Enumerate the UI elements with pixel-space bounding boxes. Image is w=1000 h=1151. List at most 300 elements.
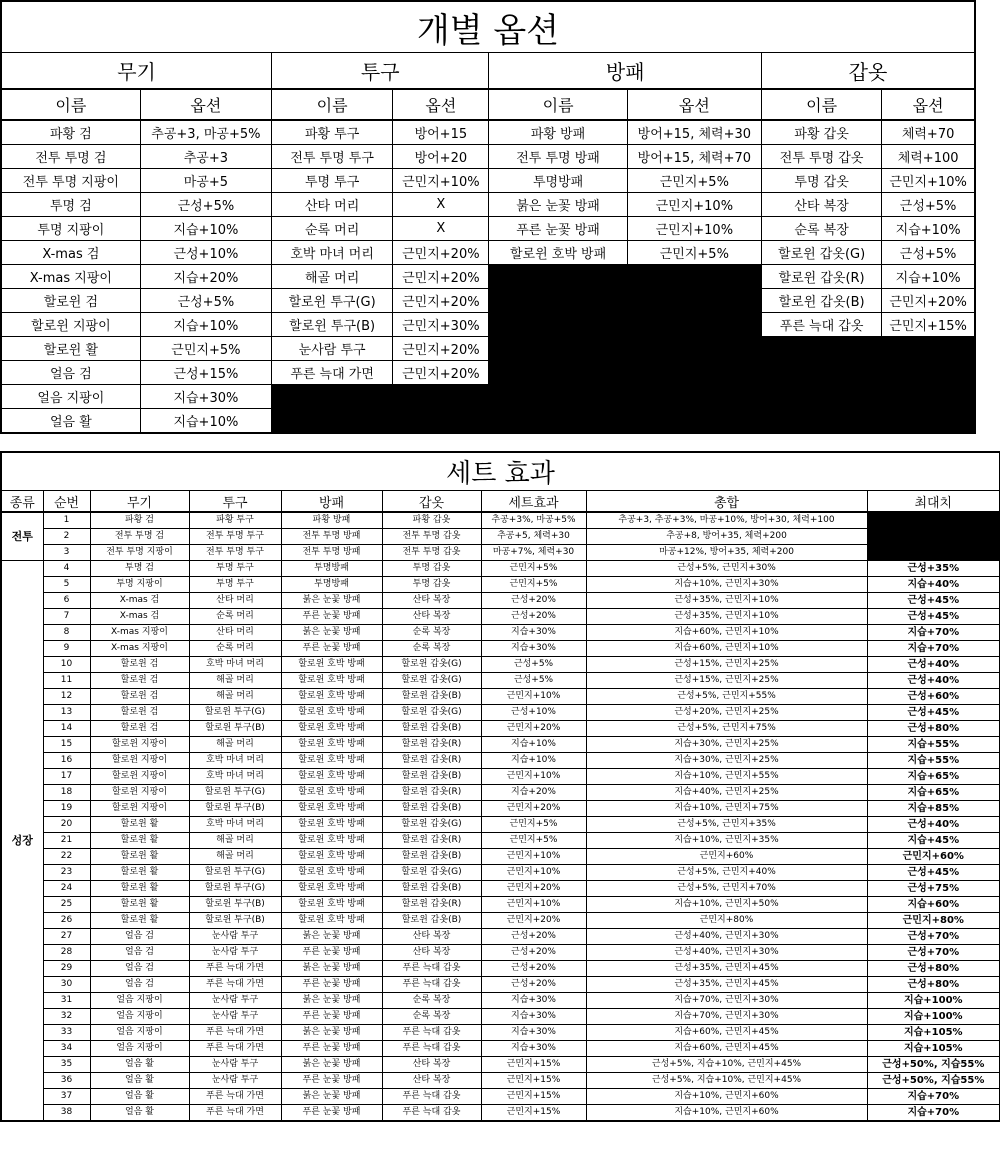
shield-cell: 할로윈 호박 방패 <box>281 689 382 705</box>
set-row-growth <box>1 977 1000 993</box>
shield-name-cell: 붉은 눈꽃 방패 <box>489 193 627 217</box>
number-cell: 34 <box>43 1041 90 1057</box>
weapon-cell: X-mas 검 <box>90 609 189 625</box>
empty-cell <box>489 385 627 409</box>
total-cell: 근성+40%, 근민지+30% <box>586 929 867 945</box>
weapon-cell: X-mas 지팡이 <box>90 641 189 657</box>
weapon-option-cell: 근성+10% <box>140 241 271 265</box>
helmet-cell: 푸른 늑대 가면 <box>189 1089 281 1105</box>
total-cell: 근성+5%, 근민지+40% <box>586 865 867 881</box>
weapon-option-cell: 지습+10% <box>140 409 271 434</box>
set-effect-cell: 근민지+20% <box>481 721 586 737</box>
weapon-name-cell: 할로윈 활 <box>1 337 140 361</box>
shield-name-cell: 투명방패 <box>489 169 627 193</box>
empty-cell <box>882 337 975 361</box>
helmet-cell: 할로윈 투구(B) <box>189 897 281 913</box>
helmet-cell: 해골 머리 <box>189 689 281 705</box>
total-cell: 마공+12%, 방어+35, 체력+200 <box>586 545 867 561</box>
set-row-growth <box>1 625 1000 641</box>
max-cell: 지습+100% <box>867 1009 1000 1025</box>
option-row <box>1 289 975 313</box>
shield-cell: 붉은 눈꽃 방패 <box>281 625 382 641</box>
armor-name-cell: 할로윈 갑옷(R) <box>761 265 881 289</box>
shield-cell: 푸른 눈꽃 방패 <box>281 1105 382 1122</box>
number-cell: 37 <box>43 1089 90 1105</box>
helmet-cell: 눈사람 투구 <box>189 1009 281 1025</box>
weapon-cell: X-mas 지팡이 <box>90 625 189 641</box>
option-row <box>1 169 975 193</box>
armor-cell: 산타 복장 <box>382 593 481 609</box>
max-cell: 근성+45% <box>867 593 1000 609</box>
weapon-option-cell: 지습+20% <box>140 265 271 289</box>
set-row-growth <box>1 689 1000 705</box>
option-row <box>1 145 975 169</box>
set-effect-cell: 지습+30% <box>481 1009 586 1025</box>
armor-cell: 산타 복장 <box>382 1073 481 1089</box>
set-row-growth <box>1 945 1000 961</box>
max-cell: 근성+40% <box>867 673 1000 689</box>
empty-cell <box>882 385 975 409</box>
number-cell: 8 <box>43 625 90 641</box>
set-row-growth <box>1 817 1000 833</box>
weapon-cell: 할로윈 검 <box>90 721 189 737</box>
shield-option-cell: 근민지+5% <box>627 169 761 193</box>
helmet-option-cell: 방어+15 <box>393 120 489 145</box>
max-cell: 근성+45% <box>867 865 1000 881</box>
set-effect-cell: 근민지+20% <box>481 913 586 929</box>
armor-cell: 할로윈 갑옷(R) <box>382 833 481 849</box>
weapon-cell: 할로윈 검 <box>90 657 189 673</box>
weapon-option-cell: 근민지+5% <box>140 337 271 361</box>
total-cell: 근성+5%, 근민지+75% <box>586 721 867 737</box>
set-effect-cell: 근민지+10% <box>481 897 586 913</box>
helmet-name-cell: 순록 머리 <box>272 217 393 241</box>
max-cell: 근민지+80% <box>867 913 1000 929</box>
number-cell: 17 <box>43 769 90 785</box>
shield-name-cell: 파황 방패 <box>489 120 627 145</box>
weapon-cell: 얼음 지팡이 <box>90 1025 189 1041</box>
number-cell: 28 <box>43 945 90 961</box>
number-cell: 2 <box>43 529 90 545</box>
helmet-cell: 투명 투구 <box>189 577 281 593</box>
set-effect-cell: 지습+10% <box>481 737 586 753</box>
shield-cell: 푸른 눈꽃 방패 <box>281 977 382 993</box>
set-effect-cell: 지습+30% <box>481 1025 586 1041</box>
armor-cell: 할로윈 갑옷(G) <box>382 673 481 689</box>
number-cell: 22 <box>43 849 90 865</box>
set-row-growth <box>1 785 1000 801</box>
shield-cell: 할로윈 호박 방패 <box>281 865 382 881</box>
header-weapon: 무기 <box>90 491 189 513</box>
empty-cell <box>882 409 975 434</box>
empty-cell <box>627 289 761 313</box>
helmet-option-cell: 근민지+20% <box>393 265 489 289</box>
number-cell: 21 <box>43 833 90 849</box>
armor-cell: 전투 투명 갑옷 <box>382 529 481 545</box>
total-cell: 지습+60%, 근민지+45% <box>586 1041 867 1057</box>
armor-option-cell: 근민지+20% <box>882 289 975 313</box>
weapon-name-cell: 할로윈 지팡이 <box>1 313 140 337</box>
set-row-growth <box>1 913 1000 929</box>
armor-cell: 할로윈 갑옷(R) <box>382 753 481 769</box>
set-effect-cell: 근민지+15% <box>481 1105 586 1122</box>
max-cell: 근성+40% <box>867 657 1000 673</box>
armor-option-cell: 지습+10% <box>882 217 975 241</box>
weapon-cell: 얼음 검 <box>90 977 189 993</box>
header-option: 옵션 <box>882 89 975 120</box>
set-row-growth <box>1 1089 1000 1105</box>
shield-cell: 전투 투명 방패 <box>281 545 382 561</box>
total-cell: 지습+10%, 근민지+50% <box>586 897 867 913</box>
total-cell: 근성+5%, 지습+10%, 근민지+45% <box>586 1057 867 1073</box>
set-row-growth <box>1 801 1000 817</box>
weapon-cell: 얼음 지팡이 <box>90 1009 189 1025</box>
shield-cell: 푸른 눈꽃 방패 <box>281 641 382 657</box>
shield-name-cell: 푸른 눈꽃 방패 <box>489 217 627 241</box>
header-name: 이름 <box>489 89 627 120</box>
weapon-option-cell: 추공+3 <box>140 145 271 169</box>
shield-option-cell: 근민지+5% <box>627 241 761 265</box>
helmet-cell: 순록 머리 <box>189 641 281 657</box>
helmet-cell: 할로윈 투구(B) <box>189 721 281 737</box>
total-cell: 지습+10%, 근민지+30% <box>586 577 867 593</box>
armor-cell: 투명 갑옷 <box>382 561 481 577</box>
armor-cell: 산타 복장 <box>382 945 481 961</box>
helmet-cell: 푸른 늑대 가면 <box>189 1025 281 1041</box>
set-effect-cell: 지습+30% <box>481 993 586 1009</box>
option-row <box>1 385 975 409</box>
set-row-growth <box>1 1041 1000 1057</box>
empty-cell <box>627 409 761 434</box>
helmet-option-cell: 방어+20 <box>393 145 489 169</box>
option-row <box>1 193 975 217</box>
shield-cell: 할로윈 호박 방패 <box>281 737 382 753</box>
max-cell: 근성+60% <box>867 689 1000 705</box>
helmet-name-cell: 푸른 늑대 가면 <box>272 361 393 385</box>
empty-cell <box>489 361 627 385</box>
helmet-cell: 눈사람 투구 <box>189 1057 281 1073</box>
set-effect-cell: 근성+20% <box>481 961 586 977</box>
empty-cell <box>867 512 1000 561</box>
weapon-name-cell: 투명 검 <box>1 193 140 217</box>
weapon-name-cell: 할로윈 검 <box>1 289 140 313</box>
shield-cell: 할로윈 호박 방패 <box>281 897 382 913</box>
empty-cell <box>489 337 627 361</box>
armor-name-cell: 순록 복장 <box>761 217 881 241</box>
set-effects-title: 세트 효과 <box>1 452 1000 491</box>
set-effect-cell: 근민지+15% <box>481 1073 586 1089</box>
shield-cell: 할로윈 호박 방패 <box>281 769 382 785</box>
set-effect-cell: 지습+30% <box>481 625 586 641</box>
shield-cell: 할로윈 호박 방패 <box>281 673 382 689</box>
option-row <box>1 313 975 337</box>
shield-cell: 푸른 눈꽃 방패 <box>281 945 382 961</box>
header-total: 총합 <box>586 491 867 513</box>
armor-cell: 할로윈 갑옷(B) <box>382 689 481 705</box>
shield-option-cell: 근민지+10% <box>627 193 761 217</box>
number-cell: 5 <box>43 577 90 593</box>
helmet-cell: 할로윈 투구(G) <box>189 865 281 881</box>
max-cell: 지습+100% <box>867 993 1000 1009</box>
max-cell: 근성+80% <box>867 961 1000 977</box>
empty-cell <box>627 265 761 289</box>
category-weapon: 무기 <box>1 53 272 90</box>
set-row-growth <box>1 769 1000 785</box>
helmet-cell: 할로윈 투구(G) <box>189 785 281 801</box>
helmet-name-cell: 호박 마녀 머리 <box>272 241 393 265</box>
empty-cell <box>489 313 627 337</box>
armor-cell: 푸른 늑대 갑옷 <box>382 1025 481 1041</box>
set-row-battle <box>1 529 1000 545</box>
set-effects-table <box>0 451 1000 1122</box>
armor-cell: 순록 복장 <box>382 1009 481 1025</box>
option-row <box>1 361 975 385</box>
total-cell: 근성+5%, 근민지+70% <box>586 881 867 897</box>
helmet-cell: 해골 머리 <box>189 673 281 689</box>
set-row-growth <box>1 1025 1000 1041</box>
set-row-growth <box>1 657 1000 673</box>
max-cell: 지습+70% <box>867 1105 1000 1122</box>
weapon-cell: 할로윈 활 <box>90 865 189 881</box>
weapon-cell: 할로윈 활 <box>90 849 189 865</box>
armor-cell: 전투 투명 갑옷 <box>382 545 481 561</box>
weapon-name-cell: X-mas 지팡이 <box>1 265 140 289</box>
set-row-growth <box>1 833 1000 849</box>
armor-option-cell: 근성+5% <box>882 241 975 265</box>
empty-cell <box>761 337 881 361</box>
max-cell: 근성+75% <box>867 881 1000 897</box>
shield-cell: 붉은 눈꽃 방패 <box>281 1025 382 1041</box>
weapon-cell: 얼음 활 <box>90 1057 189 1073</box>
max-cell: 지습+105% <box>867 1025 1000 1041</box>
helmet-name-cell: 할로윈 투구(B) <box>272 313 393 337</box>
armor-option-cell: 체력+100 <box>882 145 975 169</box>
weapon-cell: X-mas 검 <box>90 593 189 609</box>
shield-name-cell: 할로윈 호박 방패 <box>489 241 627 265</box>
helmet-cell: 호박 마녀 머리 <box>189 657 281 673</box>
weapon-name-cell: X-mas 검 <box>1 241 140 265</box>
total-cell: 지습+60%, 근민지+45% <box>586 1025 867 1041</box>
number-cell: 19 <box>43 801 90 817</box>
number-cell: 27 <box>43 929 90 945</box>
total-cell: 지습+30%, 근민지+25% <box>586 737 867 753</box>
max-cell: 근성+80% <box>867 977 1000 993</box>
max-cell: 근민지+60% <box>867 849 1000 865</box>
helmet-cell: 푸른 늑대 가면 <box>189 1041 281 1057</box>
number-cell: 4 <box>43 561 90 577</box>
shield-cell: 붉은 눈꽃 방패 <box>281 593 382 609</box>
helmet-option-cell: 근민지+20% <box>393 337 489 361</box>
number-cell: 29 <box>43 961 90 977</box>
total-cell: 지습+30%, 근민지+25% <box>586 753 867 769</box>
weapon-cell: 할로윈 지팡이 <box>90 753 189 769</box>
empty-cell <box>627 361 761 385</box>
total-cell: 근성+35%, 근민지+10% <box>586 593 867 609</box>
number-cell: 6 <box>43 593 90 609</box>
number-cell: 18 <box>43 785 90 801</box>
total-cell: 지습+10%, 근민지+60% <box>586 1089 867 1105</box>
weapon-name-cell: 얼음 지팡이 <box>1 385 140 409</box>
helmet-option-cell: 근민지+20% <box>393 361 489 385</box>
armor-cell: 푸른 늑대 갑옷 <box>382 1105 481 1122</box>
weapon-cell: 할로윈 검 <box>90 673 189 689</box>
helmet-name-cell: 산타 머리 <box>272 193 393 217</box>
weapon-cell: 할로윈 활 <box>90 913 189 929</box>
set-effect-cell: 근민지+20% <box>481 801 586 817</box>
number-cell: 10 <box>43 657 90 673</box>
shield-option-cell: 방어+15, 체력+30 <box>627 120 761 145</box>
set-effect-cell: 지습+30% <box>481 1041 586 1057</box>
set-row-growth <box>1 961 1000 977</box>
max-cell: 근성+40% <box>867 817 1000 833</box>
helmet-cell: 할로윈 투구(B) <box>189 913 281 929</box>
empty-cell <box>272 385 393 409</box>
set-effect-cell: 근성+20% <box>481 593 586 609</box>
set-row-growth <box>1 849 1000 865</box>
total-cell: 근성+15%, 근민지+25% <box>586 673 867 689</box>
category-armor: 갑옷 <box>761 53 975 90</box>
total-cell: 지습+10%, 근민지+55% <box>586 769 867 785</box>
set-row-growth <box>1 1057 1000 1073</box>
number-cell: 23 <box>43 865 90 881</box>
weapon-cell: 할로윈 지팡이 <box>90 801 189 817</box>
max-cell: 근성+70% <box>867 929 1000 945</box>
max-cell: 근성+45% <box>867 609 1000 625</box>
number-cell: 12 <box>43 689 90 705</box>
number-cell: 9 <box>43 641 90 657</box>
weapon-name-cell: 전투 투명 지팡이 <box>1 169 140 193</box>
weapon-cell: 얼음 검 <box>90 929 189 945</box>
option-row <box>1 241 975 265</box>
helmet-cell: 해골 머리 <box>189 737 281 753</box>
empty-cell <box>882 361 975 385</box>
weapon-cell: 할로윈 지팡이 <box>90 769 189 785</box>
empty-cell <box>761 409 881 434</box>
empty-cell <box>627 385 761 409</box>
weapon-cell: 얼음 검 <box>90 945 189 961</box>
set-effect-cell: 근민지+10% <box>481 769 586 785</box>
max-cell: 지습+70% <box>867 625 1000 641</box>
shield-cell: 할로윈 호박 방패 <box>281 785 382 801</box>
number-cell: 38 <box>43 1105 90 1122</box>
header-name: 이름 <box>1 89 140 120</box>
header-option: 옵션 <box>627 89 761 120</box>
helmet-cell: 투명 투구 <box>189 561 281 577</box>
set-effect-cell: 지습+10% <box>481 753 586 769</box>
helmet-name-cell: 할로윈 투구(G) <box>272 289 393 313</box>
shield-cell: 할로윈 호박 방패 <box>281 753 382 769</box>
empty-cell <box>761 385 881 409</box>
set-row-growth <box>1 737 1000 753</box>
armor-cell: 할로윈 갑옷(B) <box>382 913 481 929</box>
weapon-name-cell: 얼음 검 <box>1 361 140 385</box>
armor-cell: 푸른 늑대 갑옷 <box>382 961 481 977</box>
armor-cell: 할로윈 갑옷(B) <box>382 721 481 737</box>
armor-name-cell: 전투 투명 갑옷 <box>761 145 881 169</box>
header-name: 이름 <box>761 89 881 120</box>
helmet-cell: 눈사람 투구 <box>189 1073 281 1089</box>
max-cell: 지습+70% <box>867 1089 1000 1105</box>
set-row-growth <box>1 881 1000 897</box>
max-cell: 지습+105% <box>867 1041 1000 1057</box>
weapon-cell: 할로윈 지팡이 <box>90 785 189 801</box>
weapon-option-cell: 마공+5 <box>140 169 271 193</box>
armor-name-cell: 할로윈 갑옷(G) <box>761 241 881 265</box>
weapon-option-cell: 근성+5% <box>140 193 271 217</box>
helmet-cell: 푸른 늑대 가면 <box>189 977 281 993</box>
group-growth: 성장 <box>1 561 43 1122</box>
total-cell: 근성+15%, 근민지+25% <box>586 657 867 673</box>
helmet-option-cell: 근민지+10% <box>393 169 489 193</box>
set-effect-cell: 근민지+10% <box>481 849 586 865</box>
set-effect-cell: 근성+5% <box>481 657 586 673</box>
set-effect-cell: 근성+20% <box>481 945 586 961</box>
weapon-option-cell: 근성+15% <box>140 361 271 385</box>
weapon-cell: 할로윈 활 <box>90 897 189 913</box>
helmet-cell: 전투 투명 투구 <box>189 545 281 561</box>
weapon-name-cell: 파황 검 <box>1 120 140 145</box>
empty-cell <box>489 409 627 434</box>
number-cell: 25 <box>43 897 90 913</box>
helmet-name-cell: 해골 머리 <box>272 265 393 289</box>
empty-cell <box>627 337 761 361</box>
max-cell: 근성+35% <box>867 561 1000 577</box>
weapon-cell: 전투 투명 검 <box>90 529 189 545</box>
number-cell: 14 <box>43 721 90 737</box>
header-shield: 방패 <box>281 491 382 513</box>
total-cell: 근성+35%, 근민지+10% <box>586 609 867 625</box>
number-cell: 24 <box>43 881 90 897</box>
set-row-growth <box>1 1105 1000 1122</box>
number-cell: 26 <box>43 913 90 929</box>
option-row <box>1 120 975 145</box>
header-option: 옵션 <box>140 89 271 120</box>
helmet-cell: 눈사람 투구 <box>189 929 281 945</box>
number-cell: 15 <box>43 737 90 753</box>
armor-cell: 산타 복장 <box>382 929 481 945</box>
number-cell: 7 <box>43 609 90 625</box>
weapon-option-cell: 지습+30% <box>140 385 271 409</box>
armor-cell: 할로윈 갑옷(R) <box>382 897 481 913</box>
helmet-option-cell: X <box>393 217 489 241</box>
armor-cell: 산타 복장 <box>382 1057 481 1073</box>
armor-cell: 할로윈 갑옷(B) <box>382 769 481 785</box>
shield-cell: 투명방패 <box>281 561 382 577</box>
empty-cell <box>393 409 489 434</box>
max-cell: 지습+55% <box>867 753 1000 769</box>
set-effect-cell: 근성+20% <box>481 929 586 945</box>
set-row-growth <box>1 865 1000 881</box>
set-row-growth <box>1 641 1000 657</box>
shield-option-cell: 근민지+10% <box>627 217 761 241</box>
set-row-growth <box>1 753 1000 769</box>
armor-cell: 할로윈 갑옷(R) <box>382 785 481 801</box>
helmet-cell: 해골 머리 <box>189 833 281 849</box>
helmet-cell: 산타 머리 <box>189 593 281 609</box>
helmet-cell: 순록 머리 <box>189 609 281 625</box>
max-cell: 지습+55% <box>867 737 1000 753</box>
empty-cell <box>489 289 627 313</box>
weapon-cell: 투명 지팡이 <box>90 577 189 593</box>
set-row-growth <box>1 577 1000 593</box>
set-row-growth <box>1 993 1000 1009</box>
total-cell: 근성+5%, 지습+10%, 근민지+45% <box>586 1073 867 1089</box>
armor-option-cell: 지습+10% <box>882 265 975 289</box>
helmet-cell: 푸른 늑대 가면 <box>189 1105 281 1122</box>
helmet-name-cell: 눈사람 투구 <box>272 337 393 361</box>
empty-cell <box>489 265 627 289</box>
weapon-option-cell: 지습+10% <box>140 217 271 241</box>
